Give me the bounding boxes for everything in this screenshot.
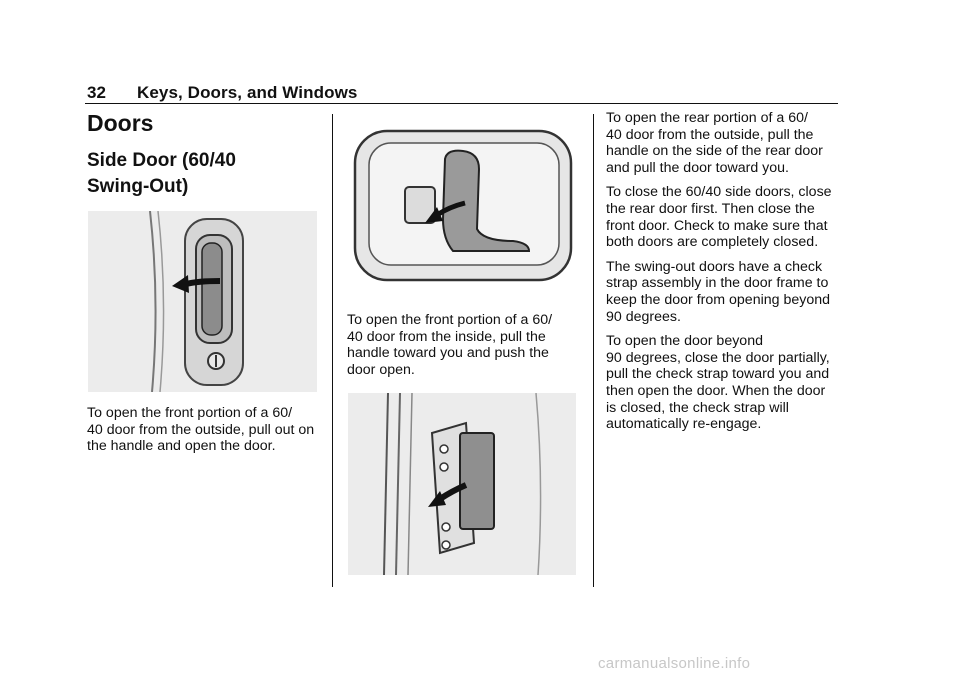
section-heading-line-2: Swing-Out) — [87, 176, 189, 197]
paragraph: To open the front portion of a 60/ 40 door from the inside, pull the handle toward you and push the door open. — [347, 312, 553, 378]
column-divider-2 — [593, 114, 594, 587]
page-title: Doors — [87, 110, 154, 136]
section-title: Keys, Doors, and Windows — [137, 83, 358, 102]
column-2-text — [347, 312, 587, 386]
inside-handle-illustration — [353, 129, 573, 282]
page-number: 32 — [87, 83, 107, 102]
paragraph: To close the 60/40 side doors, close the rear door first. Then close the front door. Check to make sure that both doors are completely closed. — [606, 184, 832, 251]
paragraph: The swing-out doors have a check strap assembly in the door frame to keep the door from opening beyond 90 degrees. — [606, 258, 831, 325]
running-header — [87, 83, 357, 103]
paragraph: To open the door beyond 90 degrees, close the door partially, pull the check strap toward you and then open the door. When the door is closed, the check strap will automatically re-engage. — [606, 333, 830, 433]
paragraph: To open the front portion of a 60/ 40 door from the outside, pull out on the handle and open the door. — [87, 405, 315, 455]
column-1-text — [87, 405, 327, 463]
header-rule — [85, 103, 838, 104]
column-3-text — [606, 110, 841, 441]
section-heading-line-1: Side Door (60/40 — [87, 150, 236, 171]
check-strap-illustration — [348, 393, 576, 575]
paragraph: To open the rear portion of a 60/ 40 door from the outside, pull the handle on the side of the rear door and pull the door toward you. — [606, 110, 823, 176]
outside-handle-illustration — [88, 211, 317, 392]
column-divider-1 — [332, 114, 333, 587]
watermark: carmanualsonline.info — [598, 655, 751, 672]
section-heading — [87, 148, 287, 200]
